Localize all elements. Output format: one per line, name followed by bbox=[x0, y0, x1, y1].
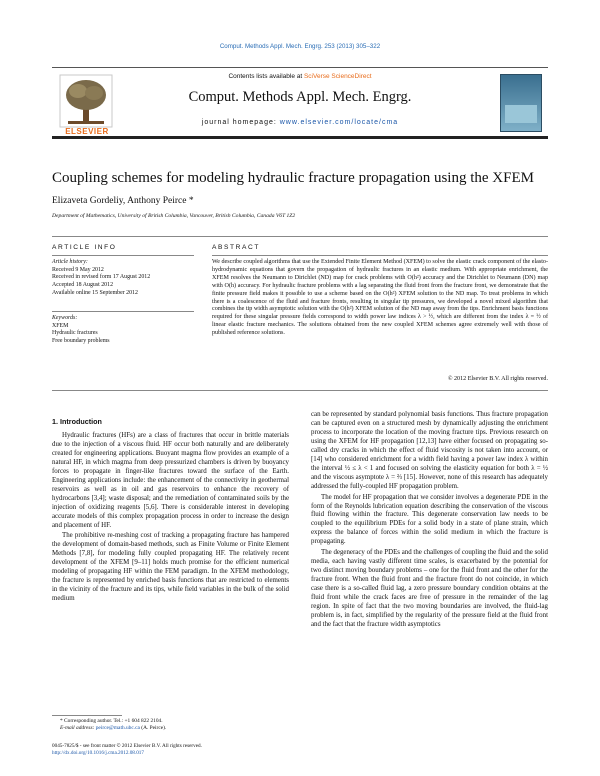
publisher-name: ELSEVIER bbox=[65, 127, 109, 136]
author-affiliation: Department of Mathematics, University of British Columbia, Vancouver, British Columbia, Canada V6T 1Z2 bbox=[52, 213, 296, 219]
history-label: Article history: bbox=[52, 259, 88, 265]
paragraph: The prohibitive re-meshing cost of tracking a propagating fracture has hampered the development of domain-based methods, such as Finite Volume or Finite Element Methods [7,8], for modeling fully coupled propagating HF. The relatively recent development of the XFEM [9–11] holds much promise for the efficient numerical modeling of propagating HF within the FEM paradigm. In the XFEM methodology, the fracture is represented by enriched basis functions that are restricted to elements in the vicinity of the fracture and its tips, while field variables in the bulk of the solid medium bbox=[52, 532, 289, 603]
history-item: Accepted 18 August 2012 bbox=[52, 282, 114, 289]
footnote-rule bbox=[52, 715, 122, 716]
header-top-rule bbox=[52, 67, 548, 68]
article-authors[interactable]: Elizaveta Gordeliy, Anthony Peirce * bbox=[52, 196, 194, 206]
keyword-item: Hydraulic fractures bbox=[52, 330, 98, 337]
corresponding-author-note: * Corresponding author. Tel.: +1 604 822 2104. bbox=[60, 718, 163, 724]
divider bbox=[52, 390, 548, 391]
intro-right-column bbox=[311, 411, 548, 630]
homepage-prefix: journal homepage: bbox=[201, 119, 280, 126]
bottom-matter bbox=[52, 743, 352, 757]
paragraph: The model for HF propagation that we consider involves a degenerate PDE in the form of the Reynolds lubrication equation describing the conservation of the viscous fluid flowing within the fracture. This degenerate conservation law needs to be coupled to the equilibrium PDEs for a solid body in a state of plane strain, which express the balance of forces within the solid medium in which the fracture is propagating. bbox=[311, 493, 548, 546]
article-title: Coupling schemes for modeling hydraulic fracture propagation using the XFEM bbox=[52, 170, 534, 186]
homepage-link[interactable]: www.elsevier.com/locate/cma bbox=[279, 119, 399, 126]
divider bbox=[212, 255, 548, 256]
history-item: Received 9 May 2012 bbox=[52, 266, 104, 273]
divider bbox=[52, 311, 194, 312]
journal-homepage bbox=[52, 119, 548, 126]
abstract-text: We describe coupled algorithms that use the Extended Finite Element Method (XFEM) to solve the elastic crack component of the elasto-hydrodynamic equations that govern the propagation of hydraulic fractures in an elastic medium. With appropriate enrichment, the XFEM resolves the Neumann to Dirichlet (ND) map for crack problems with O(h²) accuracy and the Dirichlet to Neumann (DN) map with O(h) accuracy. For hydraulic fracture problems with a lag separating the fluid front from the fracture front, we demonstrate that the finite pressure field makes it possible to use a scheme based on the O(h²) XFEM solution to the ND map. To treat problems in which there is a coalescence of the fluid and fracture fronts, resulting in singular tip pressures, we developed a novel mixed algorithm that combines the tip width asymptotic solution with the O(h²) XFEM solution of the ND map away from the tips. Enrichment basis functions required for these singular pressure fields correspond to width power law indices λ > ½, which are different from the index λ = ½ of linear elastic fracture mechanics. The solutions obtained from the new coupled XFEM schemes agree extremely well with those of published reference solutions. bbox=[212, 259, 548, 337]
contents-prefix: Contents lists available at bbox=[228, 73, 304, 80]
abstract-copyright: © 2012 Elsevier B.V. All rights reserved. bbox=[447, 376, 548, 382]
journal-header bbox=[52, 67, 548, 139]
email-suffix: (A. Peirce). bbox=[139, 725, 167, 731]
history-item: Received in revised form 17 August 2012 bbox=[52, 274, 151, 281]
section-heading: 1. Introduction bbox=[52, 417, 102, 426]
email-link[interactable]: peirce@math.ubc.ca bbox=[95, 725, 140, 731]
intro-left-column bbox=[52, 432, 289, 604]
doi-link[interactable]: http://dx.doi.org/10.1016/j.cma.2012.08.017 bbox=[52, 749, 144, 756]
paragraph: Hydraulic fractures (HFs) are a class of fractures that occur in brittle materials due to the injection of a viscous fluid. HF occur both naturally and are deliberately created for engineering applications. Buoyant magma flow provides an example of a natural HF, in which magma from deep pressurized chambers is driven by buoyancy forces to propagate in finger-like fractures toward the surface of the Earth. Engineering applications include: the enhancement of the connectivity in geothermal reservoirs as well as in oil and gas reservoirs to enhance the recovery of hydrocarbons [3,4]; waste disposal; and the remediation of contaminated soils by the injection of oxidizing reagents [5,6]. There is considerable interest in developing accurate models of this complex propagation process in order to increase the design and placement of HF. bbox=[52, 432, 289, 529]
contents-line bbox=[52, 73, 548, 80]
sciencedirect-link[interactable]: SciVerse ScienceDirect bbox=[303, 73, 372, 80]
email-label: E-mail address: bbox=[60, 725, 96, 731]
journal-cover-thumbnail-icon bbox=[500, 74, 542, 132]
divider bbox=[52, 255, 194, 256]
keywords-label: Keywords: bbox=[52, 315, 78, 321]
divider bbox=[52, 236, 548, 237]
article-history bbox=[52, 259, 197, 298]
history-item: Available online 15 September 2012 bbox=[52, 289, 138, 296]
header-bottom-rule bbox=[52, 136, 548, 139]
keywords bbox=[52, 315, 197, 346]
keyword-item: XFEM bbox=[52, 322, 69, 329]
keyword-item: Free boundary problems bbox=[52, 338, 110, 345]
journal-citation[interactable]: Comput. Methods Appl. Mech. Engrg. 253 (2013) 305–322 bbox=[219, 43, 381, 50]
journal-name: Comput. Methods Appl. Mech. Engrg. bbox=[188, 89, 412, 105]
email-line bbox=[60, 725, 290, 732]
issn-line: 0045-7825/$ - see front matter © 2012 Elsevier B.V. All rights reserved. bbox=[52, 743, 202, 749]
paragraph: can be represented by standard polynomial basis functions. Thus fracture propagation can be captured even on a structured mesh by dynamically adjusting the enrichment process to incorporate the location of the moving fracture tips. Previous research on using the XFEM for HF propagation [12,13] have either focused on propagating so-called dry cracks in which the effect of fluid viscosity is not taken into account, or [14] who considered enrichment for a width field having a power law index λ within the interval ½ ≤ λ < 1 and focused on solving the elasticity equation for both λ = ½ and the viscous asymptote λ = ⅔ [15]. However, none of this research has adequately addressed the fully-coupled HF propagation problem. bbox=[311, 411, 548, 490]
abstract-heading: ABSTRACT bbox=[212, 244, 260, 251]
article-info-heading: ARTICLE INFO bbox=[52, 244, 117, 251]
paragraph: The degeneracy of the PDEs and the challenges of coupling the fluid and the solid media, each having vastly different time scales, is exacerbated by the potential for two distinct moving boundary problems – one for the fluid front and the other for the fracture front. When the fluid front and the fracture front do not coincide, in which case there is a so-called fluid lag, a zero pressure boundary condition obtains at the fluid front while the crack faces are free of pressure in the remainder of the lag region. In spite of fact that the two moving boundaries are involved, the fluid-lag problem is, in fact, simplified by the regularity of the pressure field at the fluid front and the fact that the fracture width asymptotics bbox=[311, 549, 548, 628]
footnote bbox=[60, 718, 290, 732]
